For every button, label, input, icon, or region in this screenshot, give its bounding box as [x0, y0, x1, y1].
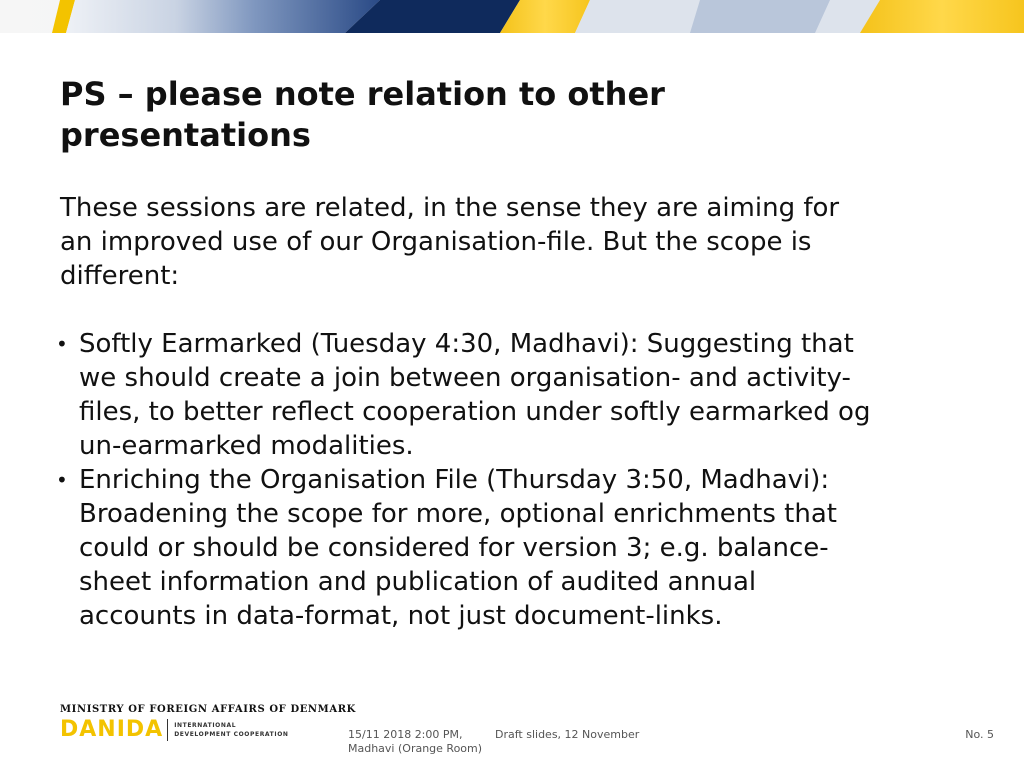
bullet-line: sheet information and publication of audited annual — [79, 567, 757, 597]
footer-draft-label: Draft slides, 12 November — [495, 728, 640, 741]
banner-graphic — [0, 0, 1024, 33]
bullet-list — [56, 327, 956, 633]
bullet-item-softly-earmarked — [56, 327, 956, 463]
danida-logo — [60, 717, 289, 743]
bullet-line: could or should be considered for version 3; e.g. balance- — [79, 533, 829, 563]
bullet-line: files, to better reflect cooperation under softly earmarked og — [79, 397, 871, 427]
header-banner — [0, 0, 1024, 33]
bullet-line: Enriching the Organisation File (Thursday 3:50, Madhavi): — [79, 465, 830, 495]
ministry-label: MINISTRY OF FOREIGN AFFAIRS OF DENMARK — [60, 704, 356, 715]
bullet-line: Broadening the scope for more, optional enrichments that — [79, 499, 837, 529]
intro-paragraph — [60, 191, 960, 293]
logo-subtitle-line: DEVELOPMENT COOPERATION — [174, 731, 289, 738]
intro-line: an improved use of our Organisation-file. But the scope is — [60, 227, 812, 257]
logo-subtitle-line: INTERNATIONAL — [174, 722, 237, 729]
bullet-icon: • — [56, 332, 68, 356]
intro-line: different: — [60, 261, 180, 291]
intro-line: These sessions are related, in the sense they are aiming for — [60, 193, 840, 223]
bullet-icon: • — [56, 468, 68, 492]
bullet-line: we should create a join between organisation- and activity- — [79, 363, 851, 393]
logo-divider — [167, 719, 168, 741]
slide-number: No. 5 — [965, 728, 994, 741]
danida-wordmark: DANIDA — [60, 717, 164, 742]
bullet-line: un-earmarked modalities. — [79, 431, 414, 461]
slide-title-line: presentations — [60, 116, 311, 154]
footer-date — [348, 728, 482, 756]
footer-date-line: 15/11 2018 2:00 PM, — [348, 728, 463, 741]
slide-title-line: PS – please note relation to other — [60, 75, 665, 113]
footer-date-line: Madhavi (Orange Room) — [348, 742, 483, 755]
slide-title — [60, 74, 860, 156]
bullet-line: Softly Earmarked (Tuesday 4:30, Madhavi): Suggesting that — [79, 329, 854, 359]
bullet-line: accounts in data-format, not just document-links. — [79, 601, 723, 631]
logo-subtitle — [174, 721, 288, 739]
bullet-item-enriching — [56, 463, 956, 633]
